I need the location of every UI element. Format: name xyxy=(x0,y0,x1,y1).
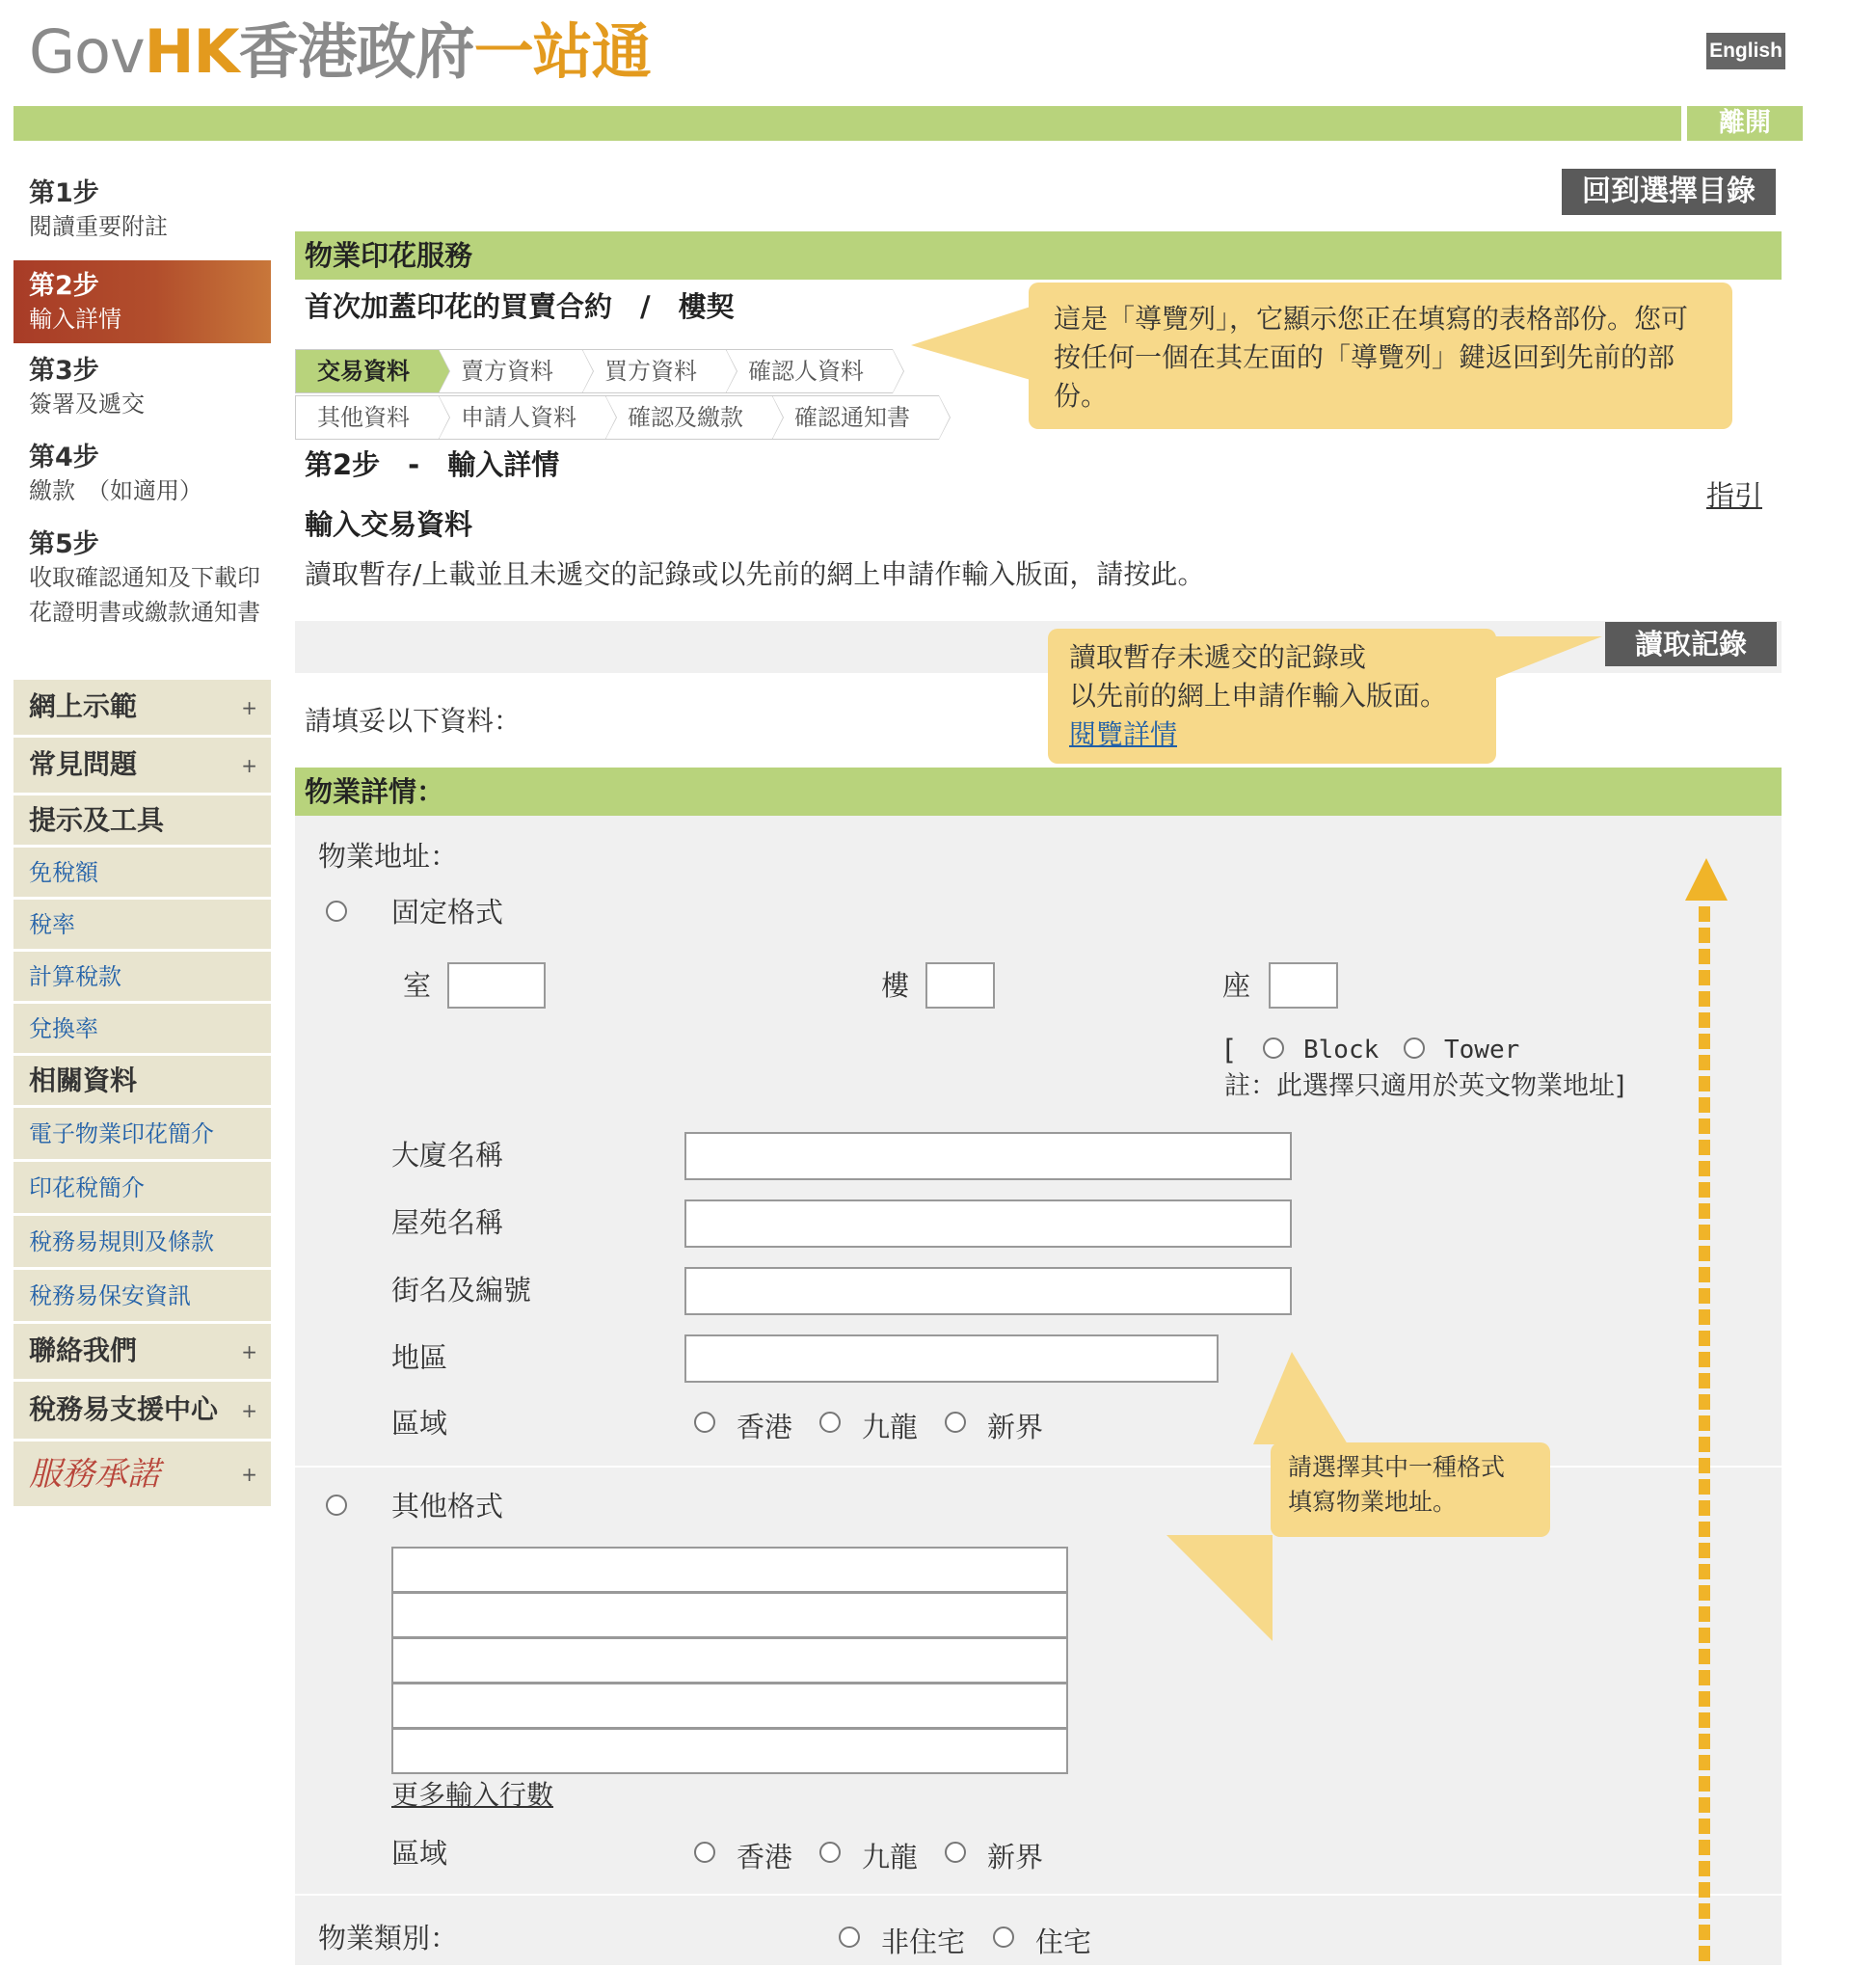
more-lines-link[interactable]: 更多輸入行數 xyxy=(391,1779,554,1811)
menu-related-info xyxy=(13,1056,271,1108)
region-kln-radio-other[interactable] xyxy=(819,1842,841,1863)
region-nt-radio-other[interactable] xyxy=(945,1842,966,1863)
expand-icon: + xyxy=(241,753,257,777)
tower-radio[interactable] xyxy=(1404,1037,1425,1059)
menu-online-demo[interactable] xyxy=(13,680,271,738)
menu-e-stamping-intro[interactable] xyxy=(13,1108,271,1162)
callout-pointer-up xyxy=(1253,1352,1348,1444)
callout-pointer xyxy=(1494,636,1602,679)
nav-tab-vendor[interactable]: 賣方資料 xyxy=(439,349,582,393)
block-note: 註：此選擇只適用於英文物業地址] xyxy=(1224,1071,1625,1101)
step-title: 第2步 xyxy=(29,271,99,301)
menu-performance-pledge[interactable] xyxy=(13,1442,271,1509)
intro-text: 讀取暫存/上載並且未遞交的記錄或以先前的網上申請作輸入版面，請按此。 xyxy=(305,558,1205,590)
step-heading: 第2步 - 輸入詳情 xyxy=(305,448,560,481)
region-label: 區域 xyxy=(391,1407,448,1440)
step-subtitle: 繳款 （如適用） xyxy=(29,477,202,504)
logo-zh-accent-text: 一站通 xyxy=(473,16,651,87)
expand-icon: + xyxy=(241,1398,257,1422)
service-title-bar: 物業印花服務 xyxy=(295,231,1782,280)
region-hk-label-other: 香港 xyxy=(737,1841,793,1873)
street-label: 街名及編號 xyxy=(391,1274,532,1307)
step-2-active xyxy=(13,260,271,343)
menu-label: 聯絡我們 xyxy=(29,1334,138,1366)
menu-tax-calc[interactable] xyxy=(13,952,271,1004)
estate-name-label: 屋苑名稱 xyxy=(391,1206,504,1239)
floor-input[interactable] xyxy=(925,962,995,1009)
step-subtitle: 閱讀重要附註 xyxy=(29,213,168,240)
other-format-radio[interactable] xyxy=(326,1495,347,1516)
callout-pointer-down xyxy=(1166,1535,1273,1641)
region-kln-radio[interactable] xyxy=(819,1412,841,1433)
header-green-bar xyxy=(13,106,1681,141)
district-label: 地區 xyxy=(391,1341,448,1374)
menu-terms[interactable] xyxy=(13,1216,271,1270)
govhk-logo xyxy=(29,17,651,87)
scroll-indicator-line xyxy=(1699,906,1710,1967)
menu-stamp-duty-intro[interactable] xyxy=(13,1162,271,1216)
menu-link-label: 計算稅款 xyxy=(29,963,121,990)
tower-option-label: Tower xyxy=(1444,1036,1520,1064)
exit-button[interactable]: 離開 xyxy=(1687,106,1803,141)
menu-link-label: 電子物業印花簡介 xyxy=(29,1120,214,1147)
region-label-other: 區域 xyxy=(391,1837,448,1870)
fixed-format-radio[interactable] xyxy=(326,901,347,922)
menu-allowance[interactable] xyxy=(13,848,271,900)
menu-link-label: 稅務易保安資訊 xyxy=(29,1282,191,1309)
property-details-bar: 物業詳情： xyxy=(295,768,1782,816)
free-address-line-5[interactable] xyxy=(391,1728,1068,1774)
step-subtitle: 輸入詳情 xyxy=(29,306,121,333)
nav-tab-purchaser[interactable]: 買方資料 xyxy=(582,349,726,393)
region-nt-radio[interactable] xyxy=(945,1412,966,1433)
block-bracket-open: [ xyxy=(1224,1034,1236,1066)
step-title: 第3步 xyxy=(29,356,99,386)
step-title: 第1步 xyxy=(29,178,99,208)
block-radio[interactable] xyxy=(1263,1037,1284,1059)
region-hk-label: 香港 xyxy=(737,1411,793,1443)
choose-format-tip-callout xyxy=(1271,1442,1550,1537)
fill-instruction: 請填妥以下資料： xyxy=(305,705,522,737)
block-input[interactable] xyxy=(1269,962,1338,1009)
menu-support-centre[interactable] xyxy=(13,1382,271,1442)
region-kln-label-other: 九龍 xyxy=(862,1841,919,1873)
divider xyxy=(295,1894,1782,1896)
callout-text: 以先前的網上申請作輸入版面。 xyxy=(1069,680,1448,712)
menu-label: 網上示範 xyxy=(29,690,138,722)
building-name-input[interactable] xyxy=(684,1132,1292,1180)
menu-link-label: 印花稅簡介 xyxy=(29,1174,145,1201)
step-title: 第4步 xyxy=(29,443,99,472)
callout-text: 請選擇其中一種格式 xyxy=(1288,1453,1506,1481)
free-address-line-1[interactable] xyxy=(391,1547,1068,1593)
street-input[interactable] xyxy=(684,1267,1292,1315)
menu-security[interactable] xyxy=(13,1270,271,1324)
step-1 xyxy=(13,172,271,255)
district-input[interactable] xyxy=(684,1334,1219,1383)
expand-icon: + xyxy=(241,1462,257,1486)
menu-contact-us[interactable] xyxy=(13,1324,271,1382)
nav-tab-transaction[interactable]: 交易資料 xyxy=(295,349,439,393)
step-title: 第5步 xyxy=(29,529,99,559)
nav-tab-acknowledgement[interactable]: 確認通知書 xyxy=(772,395,939,440)
region-nt-label: 新界 xyxy=(987,1411,1044,1443)
back-to-menu-button[interactable]: 回到選擇目錄 xyxy=(1562,169,1776,215)
load-record-tip-callout xyxy=(1048,629,1496,764)
block-label: 座 xyxy=(1222,969,1251,1002)
document-title: 首次加蓋印花的買賣合約 / 樓契 xyxy=(305,290,735,323)
expand-icon: + xyxy=(241,695,257,719)
other-format-label: 其他格式 xyxy=(391,1490,504,1522)
building-name-label: 大廈名稱 xyxy=(391,1139,504,1172)
menu-heading: 提示及工具 xyxy=(29,804,165,836)
menu-faq[interactable] xyxy=(13,738,271,795)
property-type-label: 物業類別： xyxy=(318,1922,459,1954)
guide-link[interactable]: 指引 xyxy=(1706,479,1763,512)
step-4 xyxy=(13,436,271,519)
nav-tab-other[interactable]: 其他資料 xyxy=(295,395,439,440)
step-subtitle: 收取確認通知及下載印花證明書或繳款通知書 xyxy=(29,564,260,626)
menu-link-label: 免稅額 xyxy=(29,859,98,886)
nav-tab-confirm-pay[interactable]: 確認及繳款 xyxy=(605,395,772,440)
non-residential-radio[interactable] xyxy=(839,1927,860,1948)
step-subtitle: 簽署及遞交 xyxy=(29,391,145,418)
menu-exchange-rate[interactable] xyxy=(13,1004,271,1056)
step-3 xyxy=(13,349,271,432)
nav-tab-confirmor[interactable]: 確認人資料 xyxy=(726,349,893,393)
menu-link-label: 稅率 xyxy=(29,911,75,938)
navigation-bar-row-1 xyxy=(295,349,893,393)
address-label: 物業地址： xyxy=(318,840,459,873)
english-button[interactable]: English xyxy=(1706,33,1785,69)
region-hk-radio-other[interactable] xyxy=(694,1842,715,1863)
logo-gov-text: Gov xyxy=(29,16,145,87)
callout-text: 讀取暫存未遞交的記錄或 xyxy=(1069,641,1367,673)
room-label: 室 xyxy=(403,969,432,1002)
callout-pointer xyxy=(911,307,1031,380)
floor-label: 樓 xyxy=(881,969,910,1002)
pledge-logo: 服務承諾 xyxy=(29,1455,160,1494)
room-input[interactable] xyxy=(447,962,546,1009)
expand-icon: + xyxy=(241,1339,257,1363)
free-address-line-3[interactable] xyxy=(391,1637,1068,1684)
block-option-label: Block xyxy=(1303,1036,1380,1064)
navigation-bar-row-2 xyxy=(295,395,939,440)
view-details-link[interactable]: 閱覽詳情 xyxy=(1069,718,1178,750)
scroll-up-arrow-icon xyxy=(1685,858,1728,901)
residential-radio[interactable] xyxy=(993,1927,1014,1948)
residential-label: 住宅 xyxy=(1035,1926,1092,1958)
free-address-line-2[interactable] xyxy=(391,1592,1068,1638)
region-nt-label-other: 新界 xyxy=(987,1841,1044,1873)
region-kln-label: 九龍 xyxy=(862,1411,919,1443)
load-record-button[interactable]: 讀取記錄 xyxy=(1605,622,1777,666)
menu-link-label: 稅務易規則及條款 xyxy=(29,1228,214,1255)
menu-tips-tools xyxy=(13,795,271,848)
logo-hk-text: HK xyxy=(144,16,239,87)
menu-tax-rate[interactable] xyxy=(13,900,271,952)
fixed-format-label: 固定格式 xyxy=(391,896,504,929)
menu-label: 稅務易支援中心 xyxy=(29,1393,219,1425)
estate-name-input[interactable] xyxy=(684,1199,1292,1248)
non-residential-label: 非住宅 xyxy=(881,1926,966,1958)
menu-label: 常見問題 xyxy=(29,748,138,780)
logo-zh-text: 香港政府 xyxy=(238,16,474,87)
free-address-line-4[interactable] xyxy=(391,1683,1068,1729)
step-5 xyxy=(13,523,271,667)
subheading-transaction: 輸入交易資料 xyxy=(305,508,473,541)
region-hk-radio[interactable] xyxy=(694,1412,715,1433)
navigation-bar-tip-callout: 這是「導覽列」，它顯示您正在填寫的表格部份。您可按任何一個在其左面的「導覽列」鍵返回到先前的部份。 xyxy=(1029,283,1732,429)
divider xyxy=(295,1466,1782,1468)
callout-text: 填寫物業地址。 xyxy=(1288,1488,1458,1516)
menu-link-label: 兌換率 xyxy=(29,1015,98,1042)
nav-tab-applicant[interactable]: 申請人資料 xyxy=(439,395,605,440)
menu-heading: 相關資料 xyxy=(29,1064,138,1096)
